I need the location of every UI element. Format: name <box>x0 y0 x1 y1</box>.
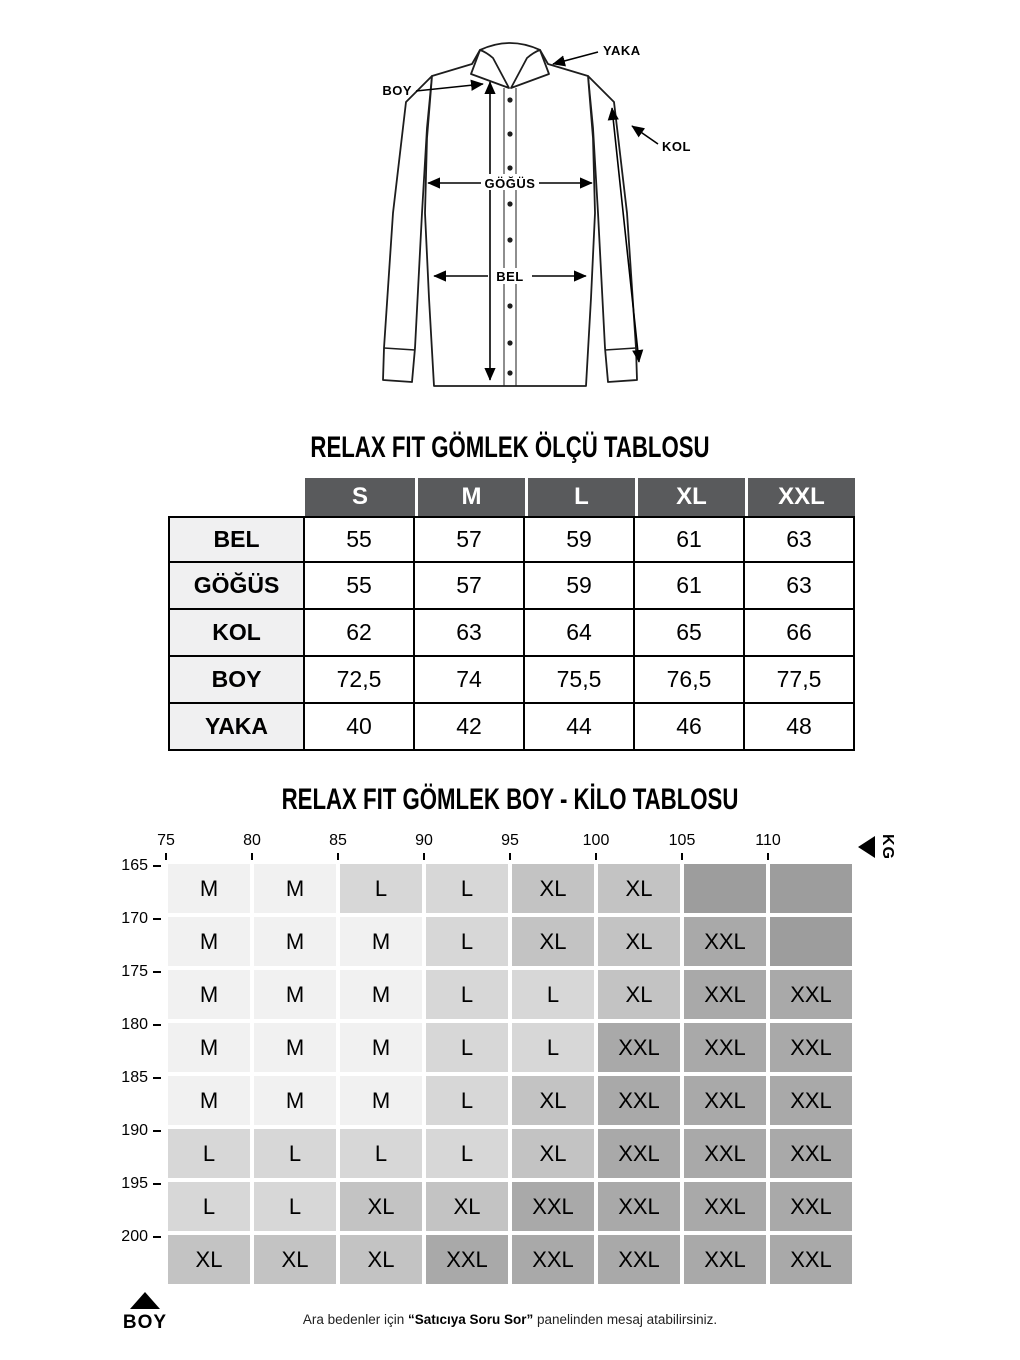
size-recommendation-cell: XL <box>510 862 596 915</box>
size-recommendation-cell: M <box>338 968 424 1021</box>
measure-value: 62 <box>305 610 415 657</box>
height-tick-label: 200 <box>121 1228 148 1245</box>
size-recommendation-cell: L <box>424 968 510 1021</box>
size-recommendation-cell: XL <box>338 1233 424 1286</box>
size-recommendation-cell: M <box>252 862 338 915</box>
kg-tick-label: 90 <box>415 832 433 849</box>
size-recommendation-cell: M <box>338 1021 424 1074</box>
size-recommendation-cell: XL <box>166 1233 252 1286</box>
hw-matrix <box>166 862 854 1286</box>
height-axis-ticks <box>98 857 164 1296</box>
size-recommendation-cell: XXL <box>424 1233 510 1286</box>
kg-tick-label: 95 <box>501 832 519 849</box>
size-column-header: M <box>415 478 525 516</box>
size-recommendation-cell: L <box>166 1127 252 1180</box>
size-recommendation-cell: XXL <box>682 1233 768 1286</box>
size-recommendation-cell: L <box>252 1180 338 1233</box>
measure-value: 57 <box>415 516 525 563</box>
measure-value: 44 <box>525 704 635 751</box>
kg-axis-ticks <box>157 832 854 862</box>
size-column-header: S <box>305 478 415 516</box>
height-tickmark <box>153 1024 161 1026</box>
kg-tick-label: 110 <box>755 832 781 849</box>
shirt-outline <box>383 43 637 386</box>
size-recommendation-cell: L <box>166 1180 252 1233</box>
size-table-title: RELAX FIT GÖMLEK ÖLÇÜ TABLOSU <box>310 431 710 464</box>
measure-value: 75,5 <box>525 657 635 704</box>
height-tick-label: 180 <box>121 1016 148 1033</box>
kg-tick-label: 100 <box>582 832 610 849</box>
height-tickmark <box>153 918 161 920</box>
size-recommendation-cell: M <box>166 1074 252 1127</box>
measure-value: 59 <box>525 563 635 610</box>
size-recommendation-cell: XXL <box>682 915 768 968</box>
size-recommendation-cell: XXL <box>768 1074 854 1127</box>
size-recommendation-cell: L <box>424 862 510 915</box>
height-tick-label: 185 <box>121 1069 148 1086</box>
height-tickmark <box>153 1236 161 1238</box>
measure-value: 46 <box>635 704 745 751</box>
size-recommendation-cell: XL <box>252 1233 338 1286</box>
measure-value: 55 <box>305 563 415 610</box>
measure-value: 66 <box>745 610 855 657</box>
size-recommendation-cell: L <box>338 1127 424 1180</box>
size-recommendation-cell: XXL <box>596 1180 682 1233</box>
height-axis-label-text: BOY <box>122 1312 168 1333</box>
kg-tickmark <box>767 853 769 860</box>
size-recommendation-cell: L <box>510 968 596 1021</box>
measure-row-label: GÖĞÜS <box>168 563 305 610</box>
shirt-diagram <box>300 28 720 430</box>
size-recommendation-cell: L <box>510 1021 596 1074</box>
height-tick-label: 165 <box>121 857 148 874</box>
size-recommendation-cell: L <box>424 915 510 968</box>
height-tickmark <box>153 1130 161 1132</box>
size-column-header: XXL <box>745 478 855 516</box>
diagram-label-boy: BOY <box>382 83 412 98</box>
size-recommendation-cell: XL <box>596 968 682 1021</box>
kg-tick-label: 75 <box>157 832 175 849</box>
size-recommendation-cell: XXL <box>768 1021 854 1074</box>
size-recommendation-cell: M <box>166 862 252 915</box>
size-recommendation-cell: XL <box>596 862 682 915</box>
height-weight-table-title: RELAX FIT GÖMLEK BOY - KİLO TABLOSU <box>281 783 739 816</box>
footer-note-suffix: panelinden mesaj atabilirsiniz. <box>533 1312 718 1327</box>
size-table-grid <box>168 478 855 751</box>
size-recommendation-cell: XXL <box>768 968 854 1021</box>
size-recommendation-cell: XXL <box>768 1127 854 1180</box>
size-recommendation-cell: L <box>424 1127 510 1180</box>
boy-arrow-icon <box>130 1292 160 1309</box>
kg-tick-label: 80 <box>243 832 261 849</box>
height-tickmark <box>153 971 161 973</box>
height-tick-label: 170 <box>121 910 148 927</box>
size-recommendation-cell: L <box>338 862 424 915</box>
size-recommendation-cell <box>768 862 854 915</box>
kg-arrow-icon <box>858 836 875 858</box>
measure-row-label: KOL <box>168 610 305 657</box>
diagram-label-yaka: YAKA <box>603 43 641 58</box>
size-recommendation-cell: XXL <box>596 1021 682 1074</box>
measure-value: 63 <box>745 516 855 563</box>
size-recommendation-cell: XXL <box>682 1180 768 1233</box>
size-recommendation-cell: M <box>252 1074 338 1127</box>
size-recommendation-cell: XXL <box>682 1074 768 1127</box>
size-recommendation-cell: XL <box>510 1074 596 1127</box>
size-recommendation-cell: XXL <box>682 1021 768 1074</box>
size-recommendation-cell: XXL <box>510 1233 596 1286</box>
size-table-corner <box>168 478 305 516</box>
measure-value: 61 <box>635 563 745 610</box>
height-tickmark <box>153 865 161 867</box>
size-recommendation-cell: XXL <box>596 1233 682 1286</box>
kg-tickmark <box>681 853 683 860</box>
measure-value: 40 <box>305 704 415 751</box>
measure-value: 48 <box>745 704 855 751</box>
size-recommendation-cell: XL <box>510 915 596 968</box>
measure-value: 59 <box>525 516 635 563</box>
kg-tick-label: 105 <box>668 832 696 849</box>
measure-value: 77,5 <box>745 657 855 704</box>
kg-tickmark <box>595 853 597 860</box>
diagram-label-bel: BEL <box>496 269 524 284</box>
size-recommendation-cell: M <box>338 915 424 968</box>
footer-note-bold: “Satıcıya Soru Sor” <box>407 1312 534 1327</box>
size-recommendation-cell: XL <box>338 1180 424 1233</box>
measure-value: 55 <box>305 516 415 563</box>
size-recommendation-cell: M <box>252 1021 338 1074</box>
height-tick-label: 190 <box>121 1122 148 1139</box>
diagram-label-kol: KOL <box>662 139 691 154</box>
size-recommendation-cell: XXL <box>596 1074 682 1127</box>
measure-value: 63 <box>415 610 525 657</box>
size-recommendation-cell: M <box>166 1021 252 1074</box>
size-recommendation-cell: XXL <box>768 1233 854 1286</box>
measure-value: 76,5 <box>635 657 745 704</box>
height-tick-label: 175 <box>121 963 148 980</box>
size-recommendation-cell: XXL <box>510 1180 596 1233</box>
measure-value: 61 <box>635 516 745 563</box>
size-recommendation-cell: XXL <box>768 1180 854 1233</box>
kg-tickmark <box>509 853 511 860</box>
size-recommendation-cell: M <box>338 1074 424 1127</box>
measure-value: 57 <box>415 563 525 610</box>
size-recommendation-cell: L <box>252 1127 338 1180</box>
size-recommendation-cell: XXL <box>682 968 768 1021</box>
size-recommendation-cell: XXL <box>682 1127 768 1180</box>
measure-row-label: YAKA <box>168 704 305 751</box>
kg-axis-label <box>858 831 896 863</box>
size-recommendation-cell: M <box>252 915 338 968</box>
kg-tickmark <box>251 853 253 860</box>
size-recommendation-cell <box>682 862 768 915</box>
size-recommendation-cell: M <box>166 915 252 968</box>
size-column-header: L <box>525 478 635 516</box>
size-recommendation-cell: XXL <box>596 1127 682 1180</box>
measure-value: 74 <box>415 657 525 704</box>
height-tickmark <box>153 1183 161 1185</box>
size-recommendation-cell: XL <box>596 915 682 968</box>
kg-tickmark <box>337 853 339 860</box>
measure-value: 72,5 <box>305 657 415 704</box>
size-recommendation-cell: L <box>424 1074 510 1127</box>
height-tick-label: 195 <box>121 1175 148 1192</box>
size-recommendation-cell: XL <box>424 1180 510 1233</box>
size-recommendation-cell: M <box>252 968 338 1021</box>
size-recommendation-cell: M <box>166 968 252 1021</box>
measure-value: 63 <box>745 563 855 610</box>
measure-row-label: BEL <box>168 516 305 563</box>
size-column-header: XL <box>635 478 745 516</box>
kg-tickmark <box>423 853 425 860</box>
kg-tickmark <box>165 853 167 860</box>
footer-note-prefix: Ara bedenler için <box>302 1312 408 1327</box>
footer-note <box>0 1312 1020 1327</box>
measure-value: 64 <box>525 610 635 657</box>
size-recommendation-cell <box>768 915 854 968</box>
size-recommendation-cell: L <box>424 1021 510 1074</box>
kg-tick-label: 85 <box>329 832 347 849</box>
measure-value: 65 <box>635 610 745 657</box>
height-tickmark <box>153 1077 161 1079</box>
measure-value: 42 <box>415 704 525 751</box>
kg-axis-label-text: KG <box>879 834 896 860</box>
size-recommendation-cell: XL <box>510 1127 596 1180</box>
shirt-illustration <box>300 28 720 430</box>
measure-row-label: BOY <box>168 657 305 704</box>
diagram-label-gogus: GÖĞÜS <box>484 176 536 191</box>
